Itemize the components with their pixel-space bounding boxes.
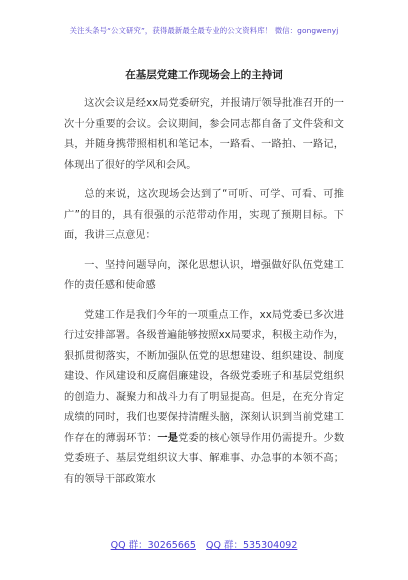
document-body bbox=[64, 94, 344, 499]
section-heading bbox=[64, 256, 344, 297]
paragraph bbox=[64, 185, 344, 247]
paragraph-text: 总的来说，这次现场会达到了“可听、可学、可看、可推广”的目的，具有很强的示范带动作用，实现了预期目标。下面，我讲三点意见： bbox=[64, 189, 344, 241]
qq-group-1[interactable]: QQ 群：30265665 bbox=[110, 540, 196, 551]
section-heading-text: 一、坚持问题导向，深化思想认识，增强做好队伍党建工作的责任感和使命感 bbox=[64, 259, 344, 291]
paragraph bbox=[64, 306, 344, 491]
paragraph-text: 这次会议是经xx局党委研究，并报请厅领导批准召开的一次十分重要的会议。会议期间，参会同志都自备了文件袋和文具，并随身携带照相机和笔记本，一路看、一路拍、一路记，体现出了很好的学风和会风。 bbox=[64, 98, 344, 171]
emphasis-text: 一是 bbox=[157, 432, 179, 444]
paragraph-continuation: 党委的核心领导作用仍需提升。少数党委班子、基层党组织议大事、解难事、办急事的本领不高；有的领导干部政策水 bbox=[64, 432, 345, 485]
paragraph bbox=[64, 94, 344, 176]
header-banner: 关注头条号“公文研究”，获得最新最全最专业的公文资料库！ 微信：gongwenyj bbox=[69, 26, 339, 35]
paragraph-text: 党建工作是我们今年的一项重点工作，xx局党委已多次进行过安排部署。各级普遍能够按照xx局要求，积极主动作为，狠抓贯彻落实，不断加强队伍党的思想建设、组织建设、制度建设、作风建设和反腐倡廉建设，各级党委班子和基层党组织的创造力、凝聚力和战斗力有了明显提高。但是，在充分肯定成绩的同时，我们也要保持清醒头脑，深刻认识到当前党建工作存在的薄弱环节： bbox=[64, 309, 344, 444]
qq-group-2[interactable]: QQ 群：535304092 bbox=[205, 540, 298, 551]
document-title: 在基层党建工作现场会上的主持词 bbox=[125, 69, 283, 81]
footer bbox=[0, 537, 408, 551]
